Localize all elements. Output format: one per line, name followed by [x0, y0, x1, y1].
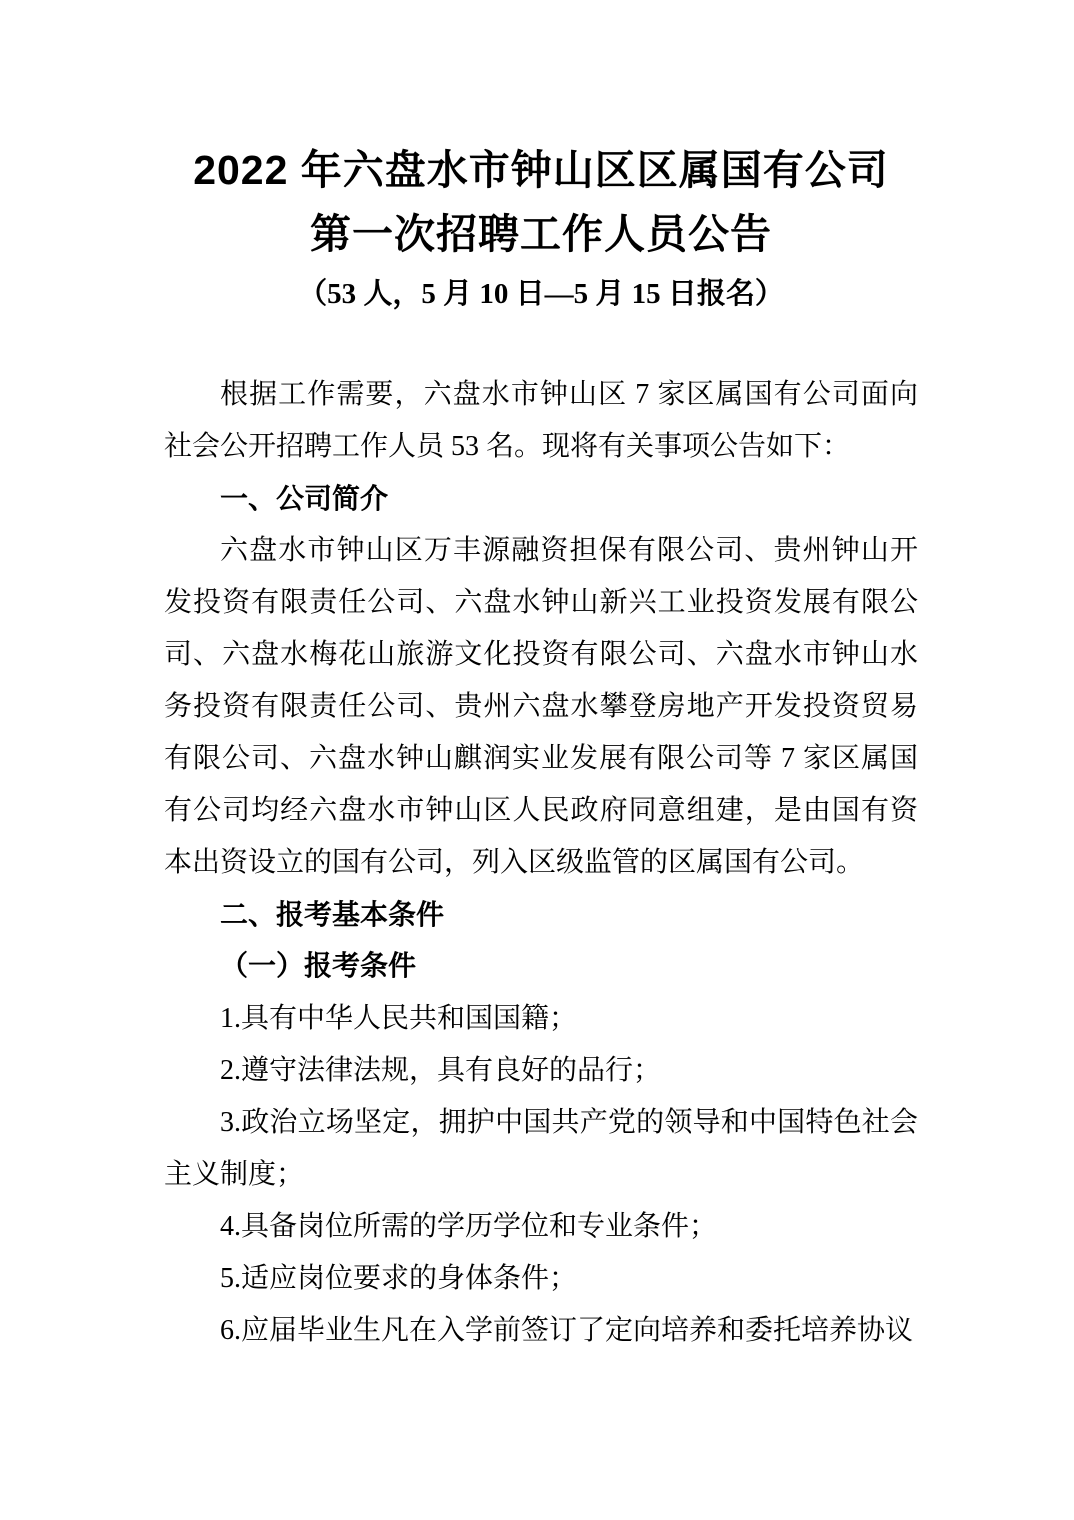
document-subtitle: （53 人，5 月 10 日—5 月 15 日报名）: [298, 278, 784, 310]
section-1-company-list-paragraph: 六盘水市钟山区万丰源融资担保有限公司、贵州钟山开发投资有限责任公司、六盘水钟山新兴工业投资发展有限公司、六盘水梅花山旅游文化投资有限公司、六盘水市钟山水务投资有限责任公司、贵州六盘水攀登房地产开发投资贸易有限公司、六盘水钟山麒润实业发展有限公司等 7 家区属国有公司均经六盘水市钟山区人民政府同意组建，是由国有资本出资设立的国有公司，列入区级监管的区属国有公司。: [164, 535, 918, 878]
document-title-line-2: 第一次招聘工作人员公告: [310, 211, 772, 257]
document-body: [164, 369, 918, 1357]
requirement-item-4: 4.具备岗位所需的学历学位和专业条件；: [220, 1211, 718, 1242]
document-header: [164, 138, 918, 322]
section-2-subheading: （一）报考条件: [220, 951, 417, 982]
requirement-item-5: 5.适应岗位要求的身体条件；: [220, 1263, 578, 1294]
section-1-heading: 一、公司简介: [220, 483, 389, 514]
requirement-item-3: 3.政治立场坚定，拥护中国共产党的领导和中国特色社会主义制度；: [164, 1107, 918, 1190]
section-2-heading: 二、报考基本条件: [220, 899, 445, 930]
requirement-item-6: 6.应届毕业生凡在入学前签订了定向培养和委托培养协议: [220, 1315, 914, 1346]
intro-paragraph: 根据工作需要，六盘水市钟山区 7 家区属国有公司面向社会公开招聘工作人员 53 名。现将有关事项公告如下：: [164, 379, 918, 462]
document-title: [164, 138, 918, 266]
document-title-line-1: 2022 年六盘水市钟山区区属国有公司: [193, 147, 889, 193]
requirement-item-1: 1.具有中华人民共和国国籍；: [220, 1003, 578, 1034]
requirement-item-2: 2.遵守法律法规，具有良好的品行；: [220, 1055, 662, 1086]
